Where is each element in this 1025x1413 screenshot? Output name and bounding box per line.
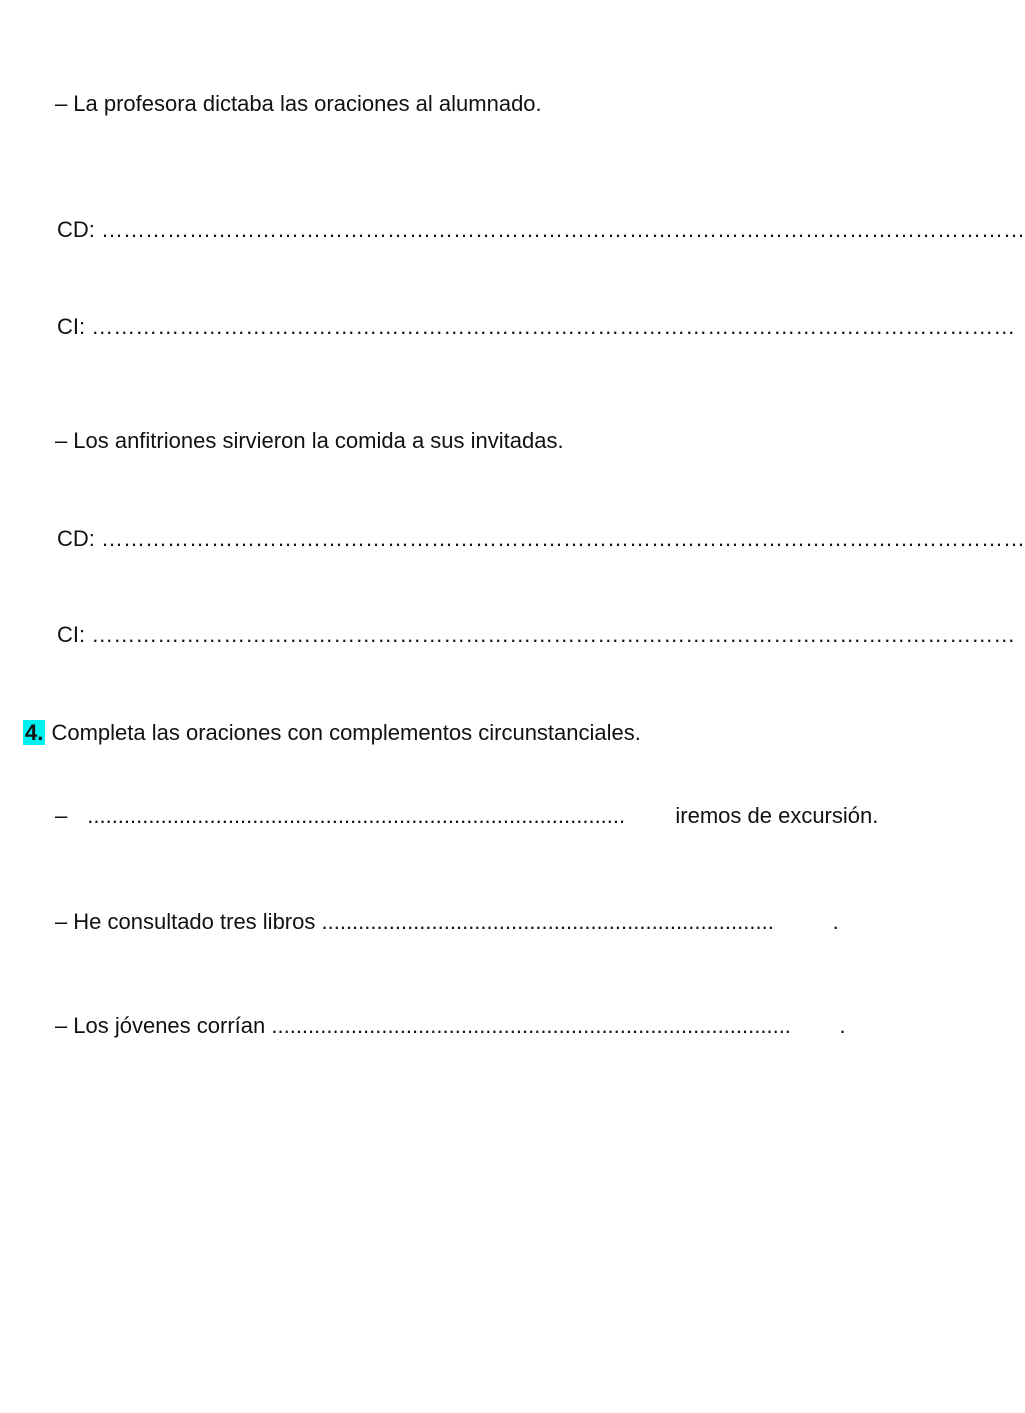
sentence-1 (55, 90, 542, 118)
item-suffix: . (839, 1013, 846, 1038)
sentence-1-ci-row[interactable] (57, 313, 1016, 341)
cd-label: CD: (57, 217, 95, 242)
item-suffix: . (832, 909, 839, 934)
item-prefix: He consultado tres libros (73, 909, 316, 934)
ci-answer-line[interactable]: ……………………………………………………………………………………………………………… (91, 314, 1016, 339)
ci-answer-line[interactable]: ……………………………………………………………………………………………………………… (91, 622, 1016, 647)
item-dash: – (55, 1013, 68, 1038)
exercise-4-instruction: Completa las oraciones con complementos circunstanciales. (51, 720, 641, 745)
ci-label: CI: (57, 622, 86, 647)
exercise-4-item-1[interactable] (55, 802, 878, 830)
sentence-1-text: La profesora dictaba las oraciones al alumnado. (73, 91, 542, 116)
item-prefix: Los jóvenes corrían (73, 1013, 266, 1038)
sentence-1-dash: – (55, 91, 68, 116)
cd-label: CD: (57, 526, 95, 551)
exercise-number-badge: 4. (25, 720, 44, 745)
sentence-1-cd-row[interactable] (57, 216, 1025, 244)
ci-label: CI: (57, 314, 86, 339)
item-suffix: iremos de excursión. (675, 803, 879, 828)
cd-answer-line[interactable]: ……………………………………………………………………………………………………………… (101, 217, 1025, 242)
exercise-4-item-3[interactable] (55, 1012, 846, 1040)
sentence-2 (55, 427, 564, 455)
item-answer-line[interactable]: .......................................................................... (321, 909, 774, 934)
sentence-2-text: Los anfitriones sirvieron la comida a sus invitadas. (73, 428, 564, 453)
sentence-2-ci-row[interactable] (57, 621, 1016, 649)
cd-answer-line[interactable]: ……………………………………………………………………………………………………………… (101, 526, 1025, 551)
exercise-4-heading (23, 719, 641, 747)
item-dash: – (55, 803, 68, 828)
item-dash: – (55, 909, 68, 934)
sentence-2-cd-row[interactable] (57, 525, 1025, 553)
exercise-4-item-2[interactable] (55, 908, 839, 936)
item-answer-line[interactable]: ..................................................................................... (271, 1013, 791, 1038)
item-answer-line[interactable]: ........................................................................................ (87, 803, 626, 828)
sentence-2-dash: – (55, 428, 68, 453)
